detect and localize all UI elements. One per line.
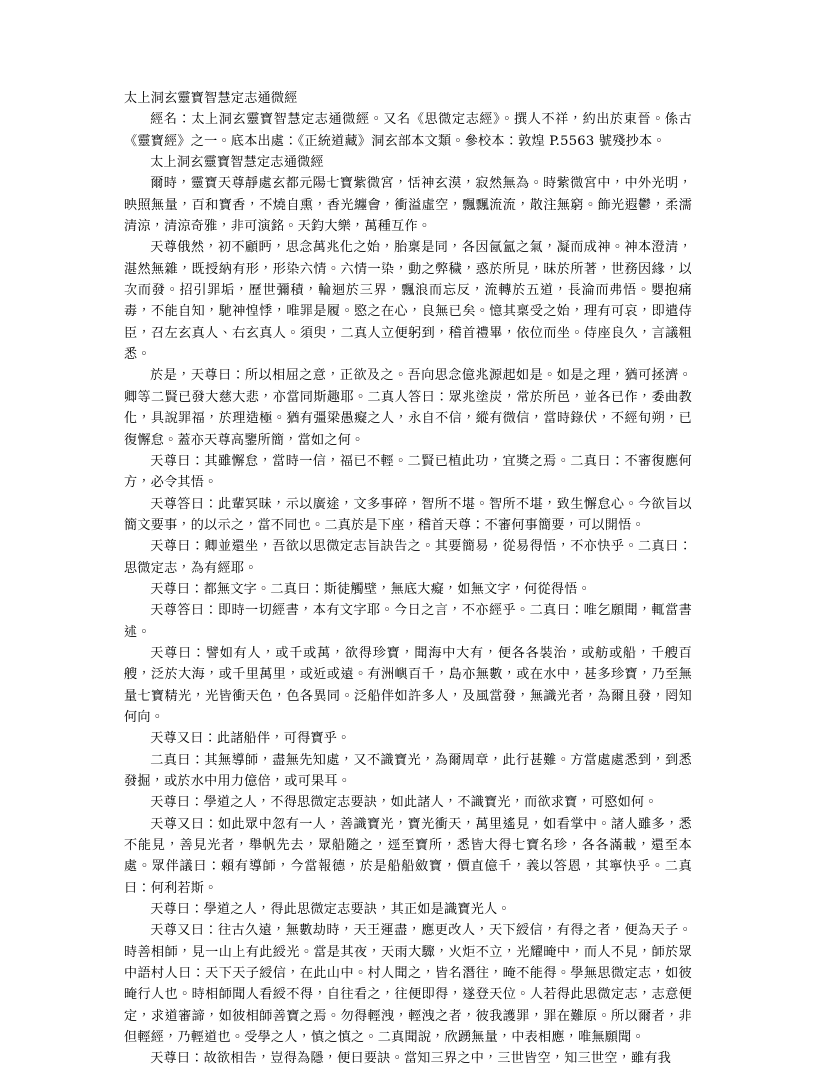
paragraph-tianzun-da-yue: 天尊答曰：此輩冥昧，示以廣途，文多事碎，智所不堪。智所不堪，致生懈怠心。今欲旨以簡文要事，的以示之，當不同也。二真於是下座，稽首天尊：不審何事簡要，可以開悟。: [124, 496, 692, 533]
paragraph-tianzun-you-yue-wanggu: 天尊又曰：往古久遠，無數劫時，天王運盡，應更改人，天下綬信，有得之者，便為天子。時善相師，見一山上有此綬光。當是其夜，天雨大驟，火炬不立，光耀晻中，而人不見，師於眾中語村人曰：天下天子綬信，在此山中。村人聞之，皆名潛往，晻不能得。學無思微定志，如彼晻行人也。時相師聞人看綬不得，自往看之，往便即得，遂登天位。人若得此思微定志，志意便定，求道審諦，如彼相師善寶之焉。勿得輕洩，輕洩之者，彼我護罪，罪在難原。所以爾者，非但輕經，乃輕道也。受學之人，慎之慎之。二真聞說，欣踴無量，中表相應，唯無願聞。: [124, 923, 692, 1046]
paragraph-tianzun-you-yue-chuan-ban: 天尊又曰：此諸船伴，可得寶乎。: [150, 731, 351, 747]
paragraph-tianzun-yue-de-yaojue: 天尊曰：學道之人，得此思微定志要訣，其正如是識寶光人。: [150, 902, 511, 918]
paragraph-tianzun-yue-wu-wenzi: 天尊曰：都無文字。二真曰：斯徒觸壁，無底大癡，如無文字，何從得悟。: [150, 581, 591, 597]
paragraph-tianzun-yue-xiedai: 天尊曰：其雖懈怠，當時一信，福已不輕。二賢已植此功，宜獎之焉。二真曰：不審復應何方，必令其悟。: [124, 453, 692, 491]
paragraph-tianzun-yue-sanjie: 天尊曰：故欲相告，豈得為隱，便曰要訣。當知三界之中，三世皆空，知三世空，雖有我: [150, 1051, 672, 1067]
paragraph-tianzun-da-yue-jingshu: 天尊答曰：即時一切經書，本有文字耶。今日之言，不亦經乎。二真曰：唯乞願聞，輒當書述。: [124, 603, 692, 640]
paragraph-parable-of-the-sea: 天尊曰：譬如有人，或千或萬，欲得珍寶，聞海中大有，便各各裝治，或舫或船，千艘百艘，泛於大海，或千里萬里，或近或遠。有洲嶼百千，島亦無數，或在水中，甚多珍寶，乃至無量七寶精光，光皆衝天色，色各異同。泛船伴如許多人，及風當發，無識光者，為爾且發，罔知何向。: [124, 645, 692, 725]
document-text-body: [124, 88, 692, 1070]
paragraph-tianzun-yue-xuedao: 天尊曰：學道之人，不得思微定志要訣，如此諸人，不識寶光，而欲求寶，可愍如何。: [150, 795, 658, 811]
paragraph-opening-scene: 爾時，靈寶天尊靜處玄都元陽七寶紫微宮，恬神玄漠，寂然無為。時紫微宮中，中外光明，映照無量，百和寶香，不燒自熏，香光纏會，衝溢虛空，飄飄流流，散注無窮。飾光遐鬱，柔濡清涼，清涼奇雅，非可演銘。天鈞大樂，萬種互作。: [124, 176, 692, 235]
paragraph-tianzun-reflects: 天尊俄然，初不顧眄，思念萬兆化之始，胎稟是同，各因氤氳之氣，凝而成神。神本澄清，湛然無雜，既授納有形，形染六情。六情一染，動之弊穢，惑於所見，昧於所著，世務因緣，以次而發。招引罪垢，歷世彌積，輪迴於三界，飄浪而忘反，流轉於五道，長淪而弗悟。嬰抱痛毒，不能自知，馳神惶悸，唯罪是履。愍之在心，良無已矣。憶其稟受之始，理有可哀，即遣侍臣，召左玄真人、右玄真人。須臾，二真人立便躬到，稽首禮畢，依位而坐。侍座良久，言議粗悉。: [124, 240, 692, 363]
paragraph-erzhen-yue-wu-daoshi: 二真曰：其無導師，盡無先知處，又不識寶光，為爾周章，此行甚難。方當處處悉到，到悉發掘，或於水中用力億倍，或可果耳。: [124, 752, 692, 789]
main-title: 太上洞玄靈寶智慧定志通微經: [124, 91, 298, 106]
paragraph-yushi-tianzun-yue: 於是，天尊曰：所以相屈之意，正欲及之。吾向思念億兆源起如是。如是之理，猶可拯濟。卿等二賢已發大慈大悲，亦當同斯趣耶。二真人答曰：眾兆塗炭，常於所邑，並各已作，委曲教化，具說罪福，於理造極。猶有彊梁愚癡之人，永自不信，縱有微信，當時錄伏，不經旬朔，已復懈怠。蓋亦天尊高鑒所簡，當如之何。: [124, 368, 692, 448]
inner-title: 太上洞玄靈寶智慧定志通微經: [150, 155, 324, 171]
bibliographic-note: 經名：太上洞玄靈寶智慧定志通微經。又名《思微定志經》。撰人不祥，約出於東晉。係古《靈寶經》之一。底本出處：《正統道藏》洞玄部本文類。參校本：敦煌 P.5563 號殘抄本。: [124, 112, 692, 149]
paragraph-tianzun-you-yue-one-man: 天尊又曰：如此眾中忽有一人，善識寶光，寶光衝天，萬里遙見，如看掌中。諸人雖多，悉不能見，善見光者，舉帆先去，眾船隨之，逕至寶所，悉皆大得七寶名珍，各各滿載，還至本處。眾伴議曰：賴有導師，今當報德，於是船船斂寶，價直億千，義以答恩，其寧快乎。二真曰：何利若斯。: [124, 816, 692, 896]
paragraph-tianzun-yue-qing-bing: 天尊曰：卿並還坐，吾欲以思微定志旨訣告之。其要簡易，從易得悟，不亦快乎。二真曰：思微定志，為有經耶。: [124, 539, 692, 576]
